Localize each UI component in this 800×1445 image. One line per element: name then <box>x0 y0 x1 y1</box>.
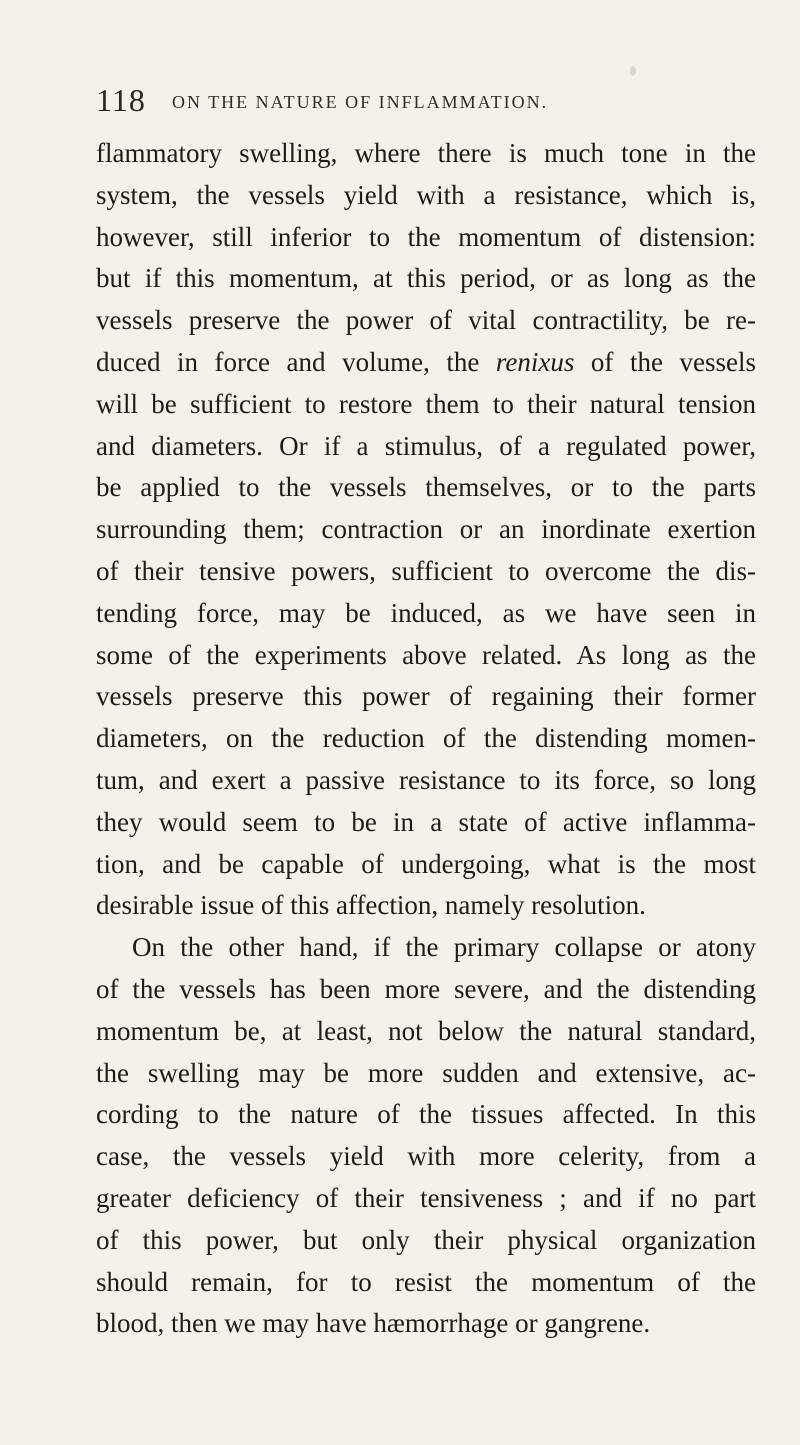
text-line: tum, and exert a passive resistance to its force, so long <box>96 764 756 795</box>
text-line: of their tensive powers, sufficient to overcome the dis- <box>96 555 756 586</box>
text-line: of this power, but only their physical organization <box>96 1224 756 1255</box>
text-line: of the vessels has been more severe, and the distending <box>96 973 756 1004</box>
text-line: greater deficiency of their tensiveness ; and if no part <box>96 1182 756 1213</box>
text-line: and diameters. Or if a stimulus, of a regulated power, <box>96 430 756 461</box>
text-line: tending force, may be induced, as we have seen in <box>96 597 756 628</box>
page-header <box>96 82 756 126</box>
page-number: 118 <box>96 82 146 118</box>
text-line: cording to the nature of the tissues affected. In this <box>96 1099 756 1130</box>
text-line: but if this momentum, at this period, or as long as the <box>96 263 756 294</box>
body-text <box>96 133 756 1345</box>
text-line: diameters, on the reduction of the distending momen- <box>96 723 756 754</box>
text-line <box>96 342 756 384</box>
text-line: surrounding them; contraction or an inordinate exertion <box>96 514 756 545</box>
text-line: case, the vessels yield with more celerity, from a <box>96 1141 756 1172</box>
text-line: desirable issue of this affection, namely resolution. <box>96 890 646 921</box>
text-segment: duced in force and volume, the <box>96 346 496 377</box>
text-line: On the other hand, if the primary collapse or atony <box>132 932 756 963</box>
text-line: system, the vessels yield with a resistance, which is, <box>96 179 756 210</box>
italic-term: renixus <box>495 346 575 377</box>
text-segment: of the vessels <box>574 346 756 377</box>
paper-stain <box>630 66 636 76</box>
text-line: some of the experiments above related. As long as the <box>96 639 756 670</box>
text-line: vessels preserve this power of regaining their former <box>96 681 756 712</box>
text-line: they would seem to be in a state of active inflamma- <box>96 806 756 837</box>
text-line: the swelling may be more sudden and extensive, ac- <box>96 1057 756 1088</box>
text-line: blood, then we may have hæmorrhage or gangrene. <box>96 1308 651 1339</box>
text-line: tion, and be capable of undergoing, what is the most <box>96 848 756 879</box>
text-line: flammatory swelling, where there is much tone in the <box>96 138 756 168</box>
running-head: ON THE NATURE OF INFLAMMATION. <box>172 92 549 112</box>
text-line: should remain, for to resist the momentum of the <box>96 1266 756 1297</box>
text-line: be applied to the vessels themselves, or to the parts <box>96 472 756 503</box>
text-line: will be sufficient to restore them to their natural tension <box>96 388 756 419</box>
text-line: however, still inferior to the momentum of distension: <box>96 221 756 252</box>
text-line: vessels preserve the power of vital contractility, be re- <box>96 305 756 336</box>
text-line: momentum be, at least, not below the natural standard, <box>96 1015 756 1046</box>
